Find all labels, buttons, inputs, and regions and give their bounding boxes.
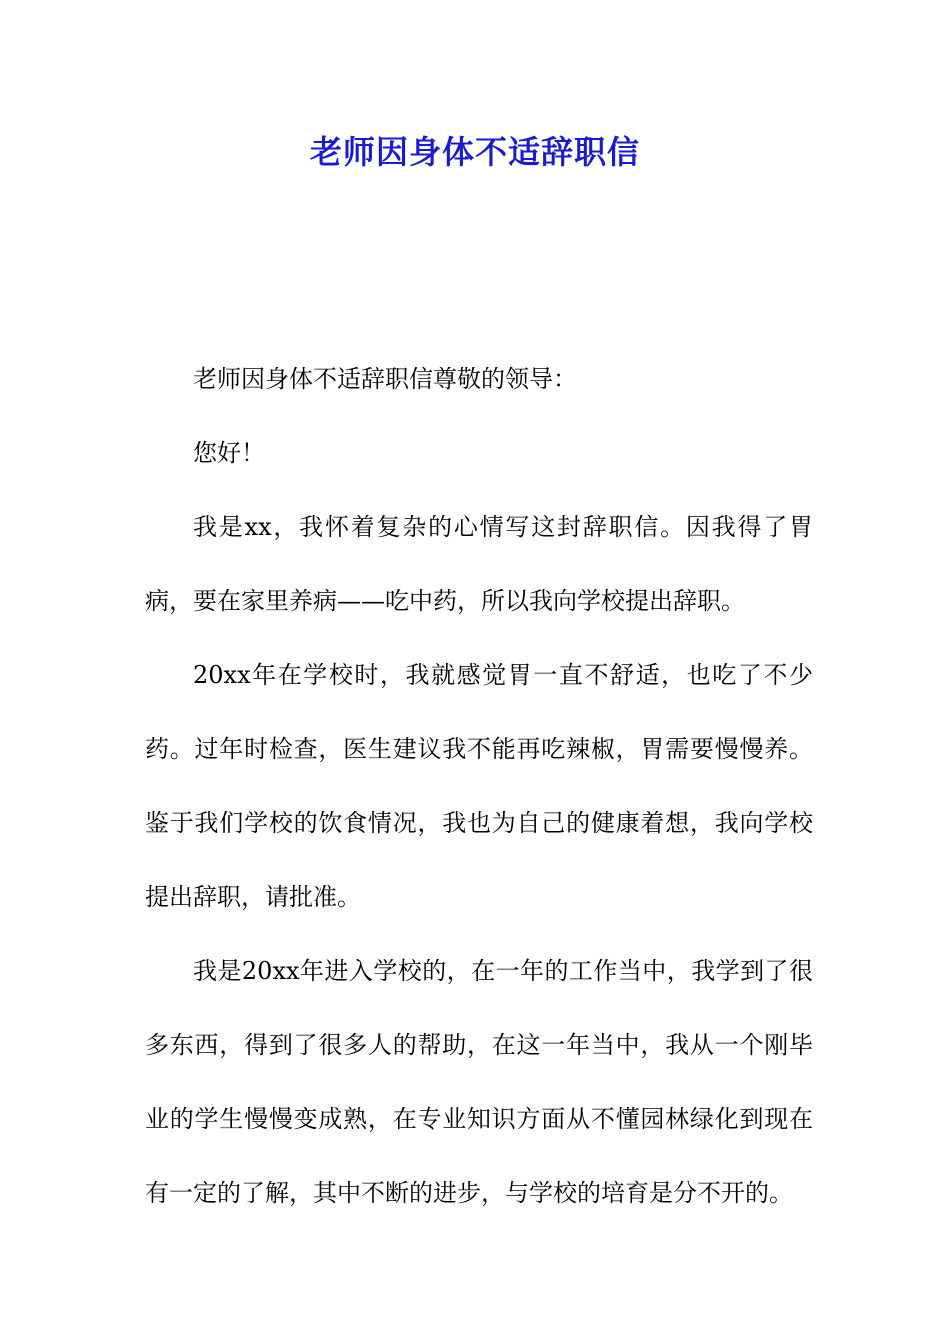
document-body xyxy=(145,342,813,1230)
document-title: 老师因身体不适辞职信 xyxy=(309,133,640,171)
body-paragraph: 我是xx，我怀着复杂的心情写这封辞职信。因我得了胃病，要在家里养病——吃中药，所以我向学校提出辞职。 xyxy=(145,513,813,615)
body-paragraph: 我是20xx年进入学校的，在一年的工作当中，我学到了很多东西，得到了很多人的帮助，在这一年当中，我从一个刚毕业的学生慢慢变成熟，在专业知识方面从不懂园林绿化到现在有一定的了解，其中不断的进步，与学校的培育是分不开的。 xyxy=(145,957,813,1207)
body-paragraph: 20xx年在学校时，我就感觉胃一直不舒适，也吃了不少药。过年时检查，医生建议我不能再吃辣椒，胃需要慢慢养。鉴于我们学校的饮食情况，我也为自己的健康着想，我向学校提出辞职，请批准。 xyxy=(145,661,813,911)
greeting-paragraph: 您好！ xyxy=(193,439,265,467)
salutation-paragraph: 老师因身体不适辞职信尊敬的领导： xyxy=(193,365,577,393)
